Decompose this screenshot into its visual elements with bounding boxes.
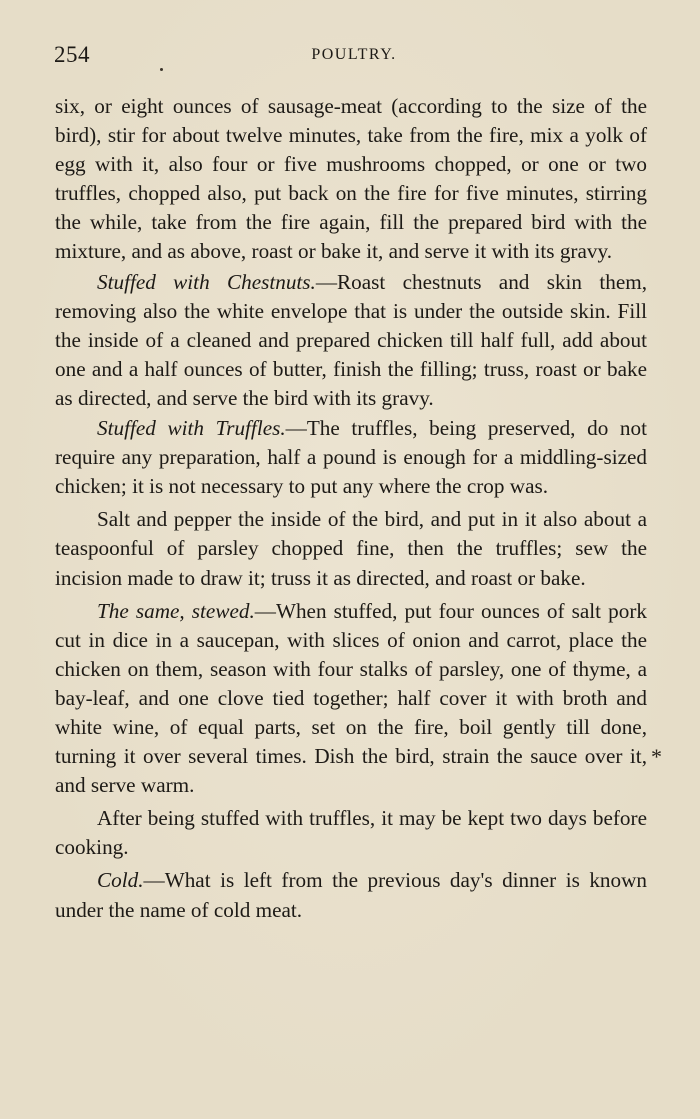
paragraph-stuffed-truffles	[55, 414, 647, 501]
paragraph-text: —Roast chestnuts and skin them, removing also the white envelope that is under the outside skin. Fill the inside of a cleaned and prepared chicken till half full, add about one and a half ounces of butter, finish the filling; truss, roast or bake as directed, and serve the bird with its gravy.	[55, 269, 647, 410]
paragraph-text: After being stuffed with truffles, it may be kept two days before cooking.	[55, 806, 647, 860]
paragraph-stuffed-chestnuts	[55, 268, 647, 413]
paragraph-same-stewed	[55, 597, 647, 801]
paragraph-text: six, or eight ounces of sausage-meat (according to the size of the bird), stir for about twelve minutes, take from the fire, mix a yolk of egg with it, also four or five mushrooms chopped, or one or two truffles, chopped also, put back on the fire for five minutes, stirring the while, take from the fire again, fill the prepared bird with the mixture, and as above, roast or bake it, and serve it with its gravy.	[55, 94, 647, 264]
paragraph-lead: Cold.	[97, 868, 144, 893]
paragraph-text: Salt and pepper the inside of the bird, and put in it also about a teaspoonful of parsley chopped fine, then the truffles; sew the incision made to draw it; truss it as directed, and roast or bake.	[55, 507, 647, 590]
paragraph-text: —When stuffed, put four ounces of salt pork cut in dice in a saucepan, with slices of onion and carrot, place the chicken on them, season with four stalks of parsley, one of thyme, a bay-leaf, and one clove tied together; half cover it with broth and white wine, of equal parts, set on the fire, boil gently till done, turning it over several times. Dish the bird, strain the sauce over it, and serve warm.	[55, 598, 647, 798]
paragraph-text: —The truffles, being preserved, do not require any preparation, half a pound is enough for a middling-sized chicken; it is not necessary to put any where the crop was.	[55, 416, 647, 499]
margin-asterisk: *	[651, 744, 662, 769]
paragraph-kept-two-days	[55, 804, 647, 862]
paragraph-lead: Stuffed with Chestnuts.	[97, 269, 316, 294]
paragraph-cold	[55, 866, 647, 924]
body-text	[55, 92, 647, 925]
ink-speck	[160, 68, 163, 71]
paragraph-salt-pepper	[55, 505, 647, 592]
running-head: POULTRY.	[311, 46, 397, 63]
paragraph-lead: Stuffed with Truffles.	[97, 416, 286, 441]
paragraph-continuation	[55, 92, 647, 267]
paragraph-lead: The same, stewed.	[97, 598, 255, 623]
page-header	[50, 38, 648, 72]
page-number: 254	[54, 42, 90, 67]
paragraph-text: —What is left from the previous day's dinner is known under the name of cold meat.	[55, 868, 647, 922]
